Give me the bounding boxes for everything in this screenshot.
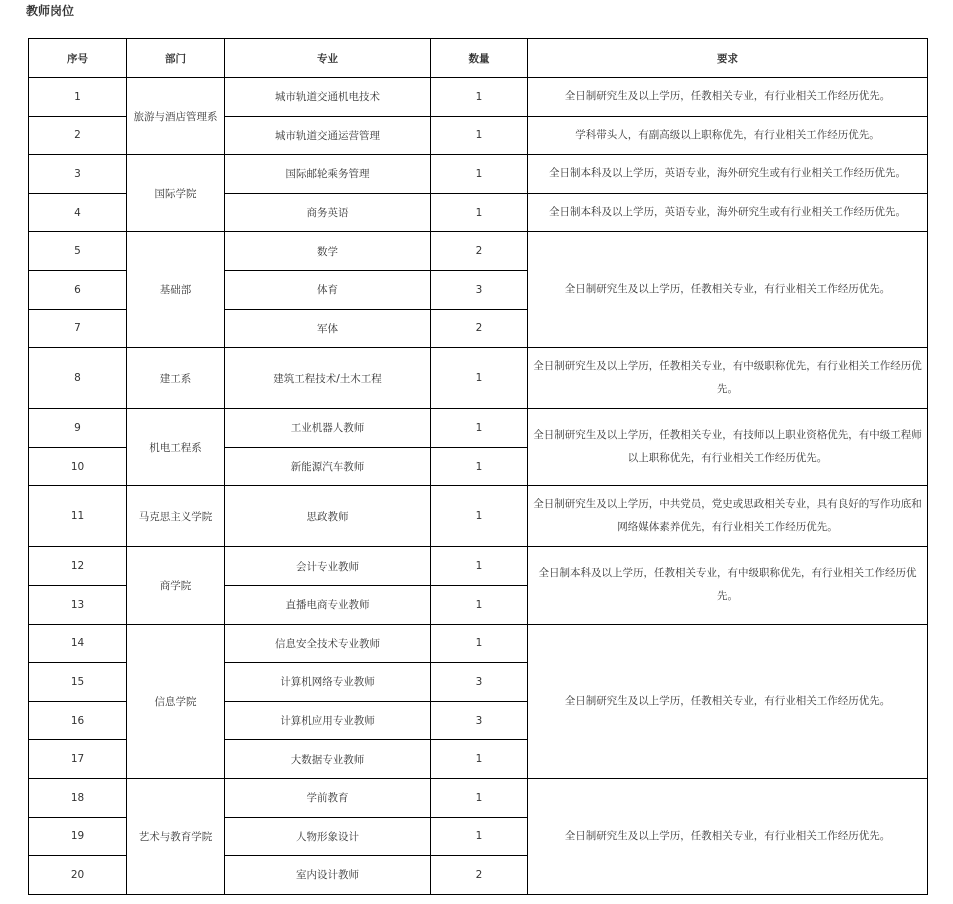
cell-major: 商务英语 [225,193,431,232]
cell-qty: 1 [431,486,528,547]
cell-req: 全日制研究生及以上学历，任教相关专业，有行业相关工作经历优先。 [528,624,928,778]
cell-qty: 1 [431,78,528,117]
cell-qty: 2 [431,856,528,895]
cell-no: 17 [29,740,127,779]
cell-dept: 旅游与酒店管理系 [127,78,225,155]
cell-qty: 1 [431,778,528,817]
table-header-row [29,39,928,78]
cell-major: 数学 [225,232,431,271]
cell-qty: 1 [431,624,528,663]
table-row [29,78,928,117]
cell-qty: 1 [431,193,528,232]
page-title: 教师岗位 [26,4,75,18]
cell-major: 人物形象设计 [225,817,431,856]
cell-qty: 1 [431,116,528,155]
cell-dept: 信息学院 [127,624,225,778]
cell-major: 建筑工程技术/土木工程 [225,348,431,409]
cell-major: 会计专业教师 [225,547,431,586]
cell-no: 18 [29,778,127,817]
cell-qty: 1 [431,447,528,486]
cell-no: 4 [29,193,127,232]
cell-dept: 建工系 [127,348,225,409]
cell-qty: 3 [431,663,528,702]
cell-dept: 机电工程系 [127,409,225,486]
cell-qty: 2 [431,232,528,271]
cell-no: 1 [29,78,127,117]
cell-major: 体育 [225,270,431,309]
cell-qty: 1 [431,348,528,409]
cell-major: 军体 [225,309,431,348]
cell-qty: 2 [431,309,528,348]
cell-req: 全日制研究生及以上学历，任教相关专业，有行业相关工作经历优先。 [528,778,928,894]
cell-req: 全日制本科及以上学历，英语专业，海外研究生或有行业相关工作经历优先。 [528,155,928,194]
cell-no: 10 [29,447,127,486]
cell-no: 11 [29,486,127,547]
cell-major: 计算机网络专业教师 [225,663,431,702]
cell-major: 信息安全技术专业教师 [225,624,431,663]
cell-qty: 1 [431,585,528,624]
cell-major: 新能源汽车教师 [225,447,431,486]
cell-req: 全日制研究生及以上学历，任教相关专业，有中级职称优先，有行业相关工作经历优先。 [528,348,928,409]
table-row [29,232,928,271]
cell-dept: 基础部 [127,232,225,348]
cell-major: 城市轨道交通机电技术 [225,78,431,117]
cell-no: 19 [29,817,127,856]
cell-dept: 国际学院 [127,155,225,232]
table-row [29,409,928,448]
cell-no: 2 [29,116,127,155]
cell-no: 7 [29,309,127,348]
cell-no: 14 [29,624,127,663]
cell-major: 国际邮轮乘务管理 [225,155,431,194]
cell-no: 12 [29,547,127,586]
cell-no: 6 [29,270,127,309]
cell-qty: 1 [431,155,528,194]
table-row [29,547,928,586]
cell-no: 3 [29,155,127,194]
cell-no: 15 [29,663,127,702]
cell-major: 室内设计教师 [225,856,431,895]
cell-qty: 3 [431,270,528,309]
positions-table [28,38,928,895]
cell-dept: 马克思主义学院 [127,486,225,547]
table-row [29,155,928,194]
cell-major: 城市轨道交通运营管理 [225,116,431,155]
table-row [29,486,928,547]
cell-no: 16 [29,701,127,740]
cell-req: 全日制研究生及以上学历，中共党员，党史或思政相关专业，具有良好的写作功底和网络媒体素养优先，有行业相关工作经历优先。 [528,486,928,547]
cell-dept: 商学院 [127,547,225,624]
header-dept: 部门 [127,39,225,78]
cell-major: 思政教师 [225,486,431,547]
cell-major: 计算机应用专业教师 [225,701,431,740]
header-req: 要求 [528,39,928,78]
cell-no: 13 [29,585,127,624]
cell-qty: 3 [431,701,528,740]
cell-qty: 1 [431,409,528,448]
header-no: 序号 [29,39,127,78]
cell-no: 8 [29,348,127,409]
cell-major: 工业机器人教师 [225,409,431,448]
cell-req: 全日制研究生及以上学历，任教相关专业，有技师以上职业资格优先，有中级工程师以上职称优先，有行业相关工作经历优先。 [528,409,928,486]
cell-req: 全日制研究生及以上学历，任教相关专业，有行业相关工作经历优先。 [528,232,928,348]
cell-major: 学前教育 [225,778,431,817]
cell-major: 直播电商专业教师 [225,585,431,624]
cell-qty: 1 [431,740,528,779]
cell-req: 全日制本科及以上学历，任教相关专业，有中级职称优先，有行业相关工作经历优先。 [528,547,928,624]
cell-dept: 艺术与教育学院 [127,778,225,894]
header-major: 专业 [225,39,431,78]
cell-qty: 1 [431,817,528,856]
table-row [29,348,928,409]
cell-req: 全日制研究生及以上学历，任教相关专业，有行业相关工作经历优先。 [528,78,928,117]
header-qty: 数量 [431,39,528,78]
cell-qty: 1 [431,547,528,586]
cell-no: 5 [29,232,127,271]
cell-no: 20 [29,856,127,895]
cell-major: 大数据专业教师 [225,740,431,779]
cell-req: 全日制本科及以上学历，英语专业，海外研究生或有行业相关工作经历优先。 [528,193,928,232]
table-row [29,778,928,817]
cell-req: 学科带头人，有副高级以上职称优先，有行业相关工作经历优先。 [528,116,928,155]
table-row [29,624,928,663]
cell-no: 9 [29,409,127,448]
